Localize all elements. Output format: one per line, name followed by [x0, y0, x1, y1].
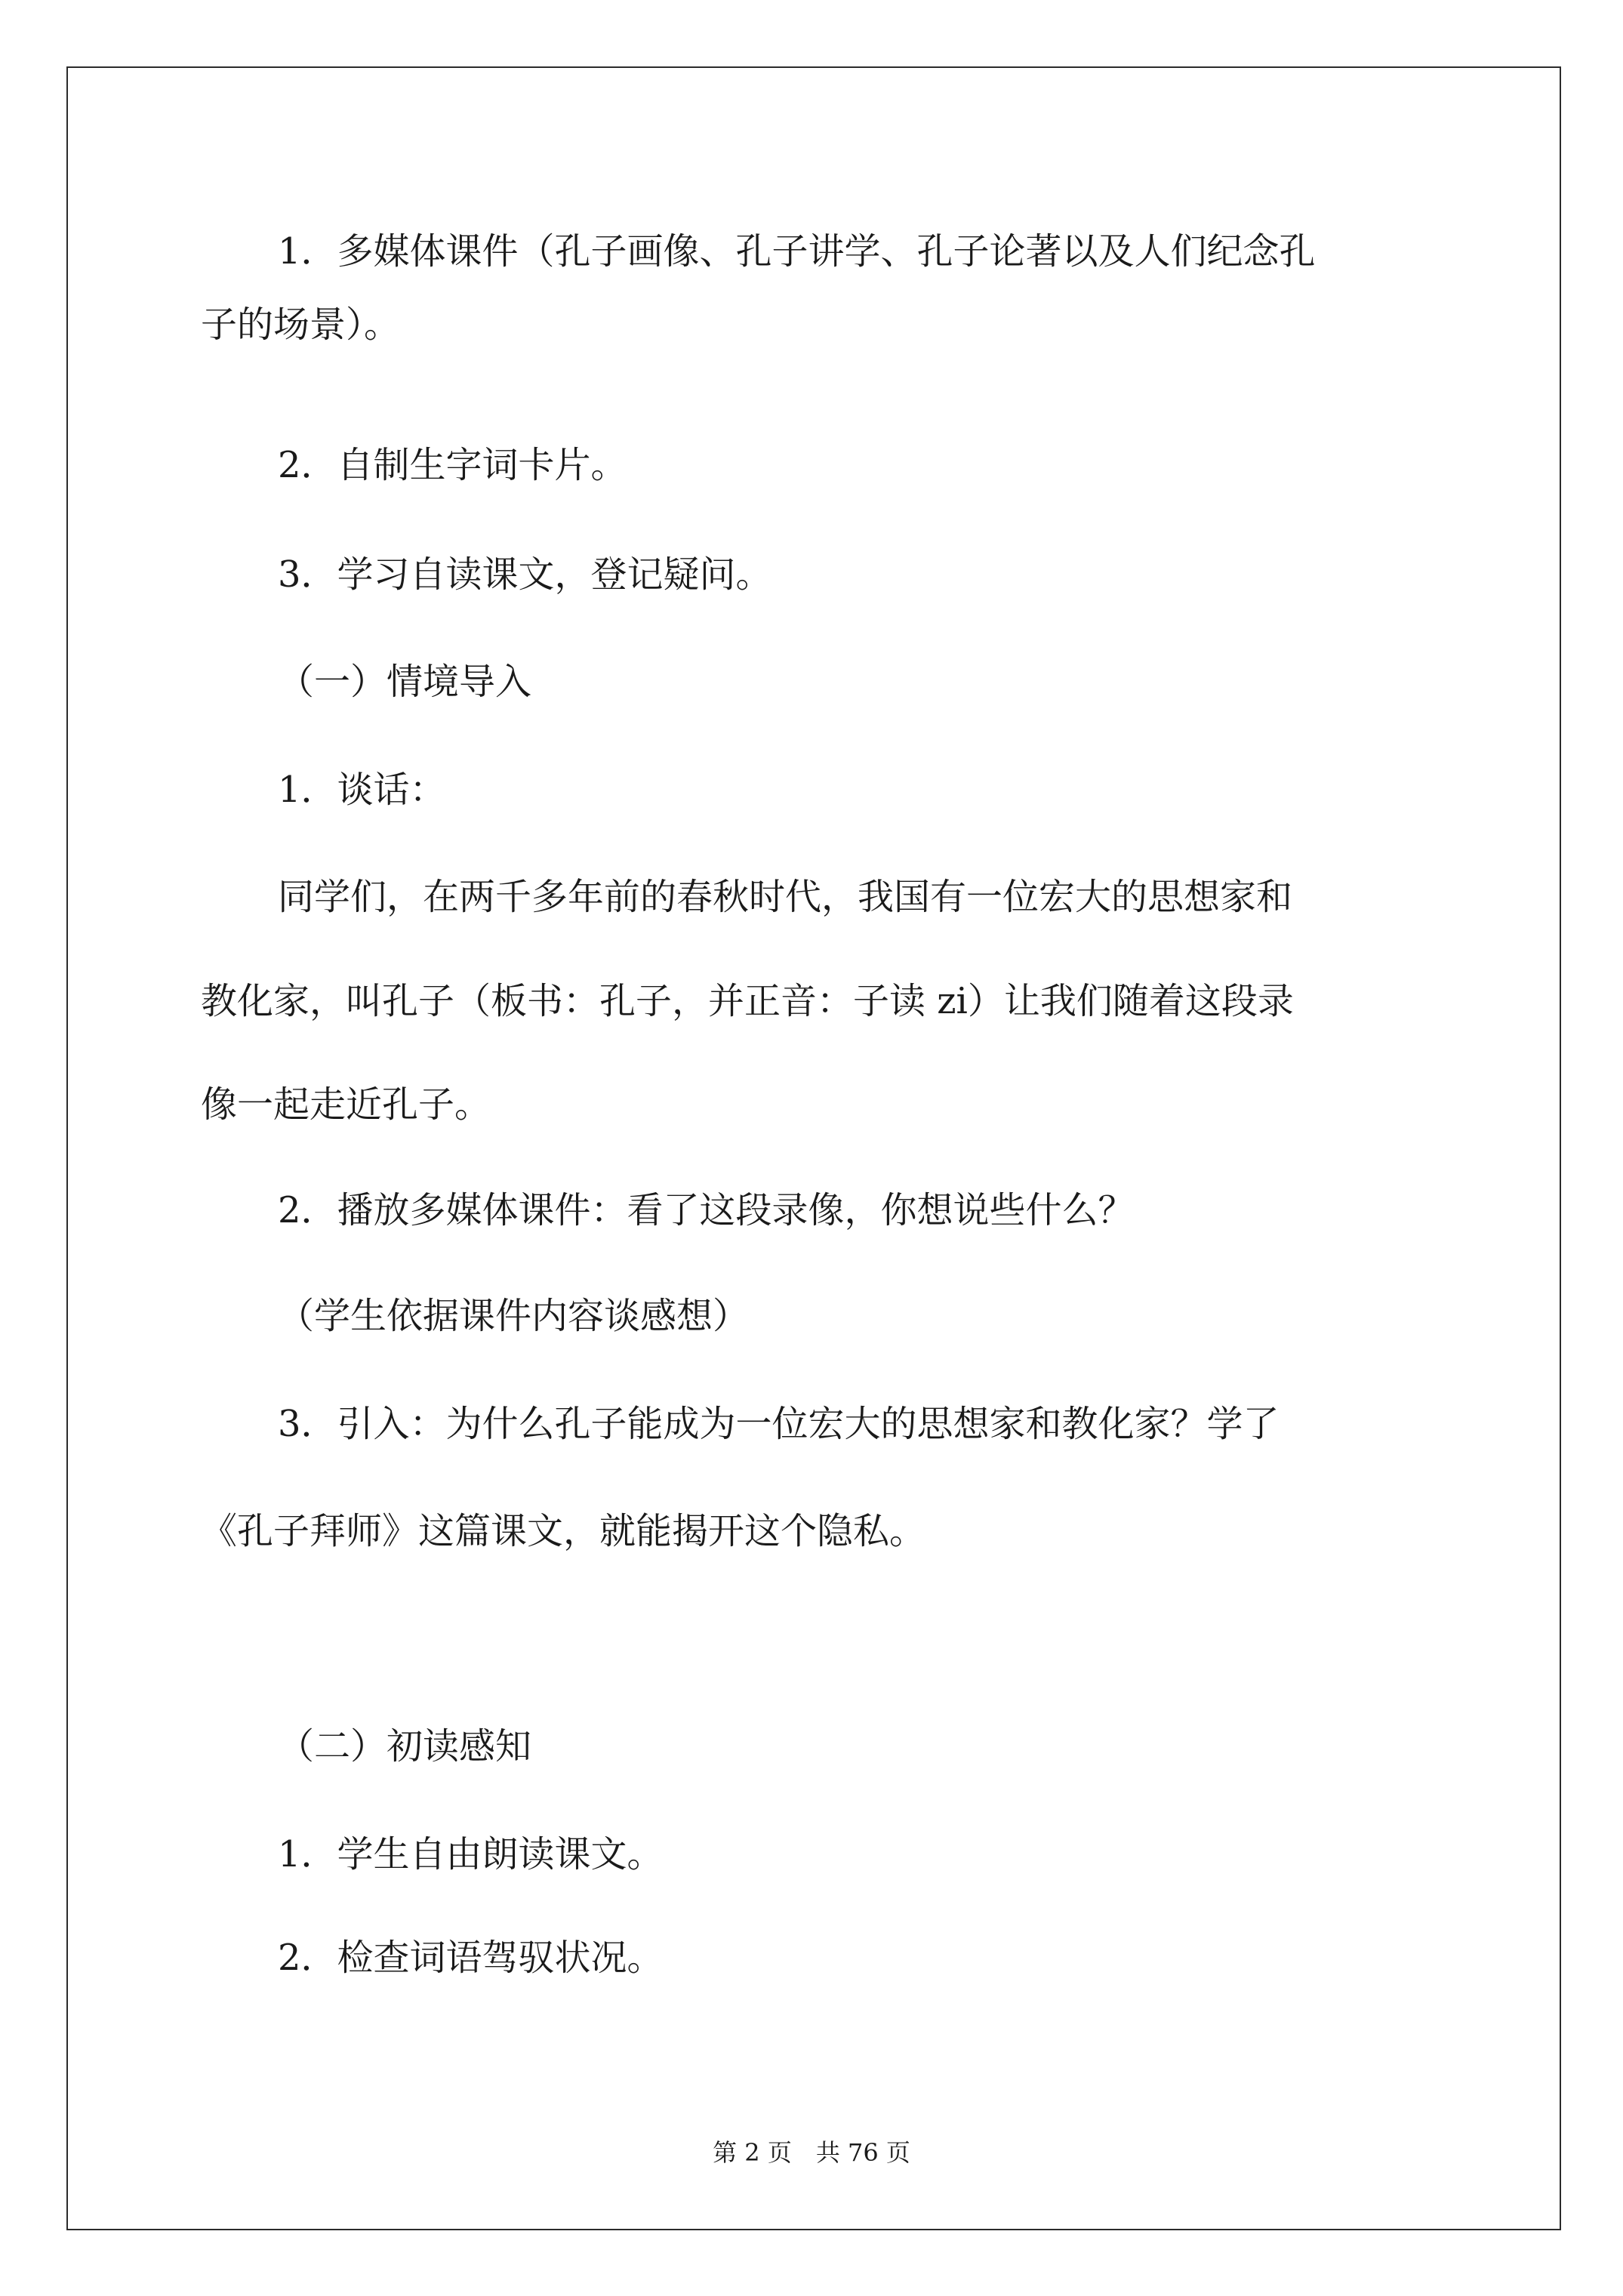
- text-line: 像一起走近孔子。: [201, 1083, 491, 1126]
- section-heading: （一）情境导入: [278, 661, 532, 703]
- text-line: 1．学生自由朗读课文。: [278, 1833, 664, 1875]
- text-line: （学生依据课件内容谈感想）: [278, 1295, 750, 1337]
- text-line: 3．学习自读课文，登记疑问。: [278, 553, 772, 596]
- page-number-footer: 第 2 页 共 76 页: [713, 2138, 910, 2167]
- text-line: 1．谈话：: [278, 769, 446, 811]
- section-heading: （二）初读感知: [278, 1725, 532, 1767]
- text-line: 教化家，叫孔子（板书：孔子，并正音：子读 zi）让我们随着这段录: [201, 980, 1294, 1022]
- text-line: 同学们，在两千多年前的春秋时代，我国有一位宏大的思想家和: [278, 876, 1293, 918]
- text-line: 1．多媒体课件（孔子画像、孔子讲学、孔子论著以及人们纪念孔: [278, 230, 1316, 273]
- text-line: 2．检查词语驾驭状况。: [278, 1937, 664, 1979]
- text-line: 3．引入：为什么孔子能成为一位宏大的思想家和教化家？学了: [278, 1403, 1280, 1445]
- text-line: 2．播放多媒体课件：看了这段录像，你想说些什么？: [278, 1189, 1135, 1231]
- text-line: 《孔子拜师》这篇课文，就能揭开这个隐私。: [201, 1510, 926, 1552]
- text-line: 子的场景）。: [201, 304, 401, 346]
- page-border: [66, 66, 1561, 2230]
- text-line: 2．自制生字词卡片。: [278, 444, 627, 486]
